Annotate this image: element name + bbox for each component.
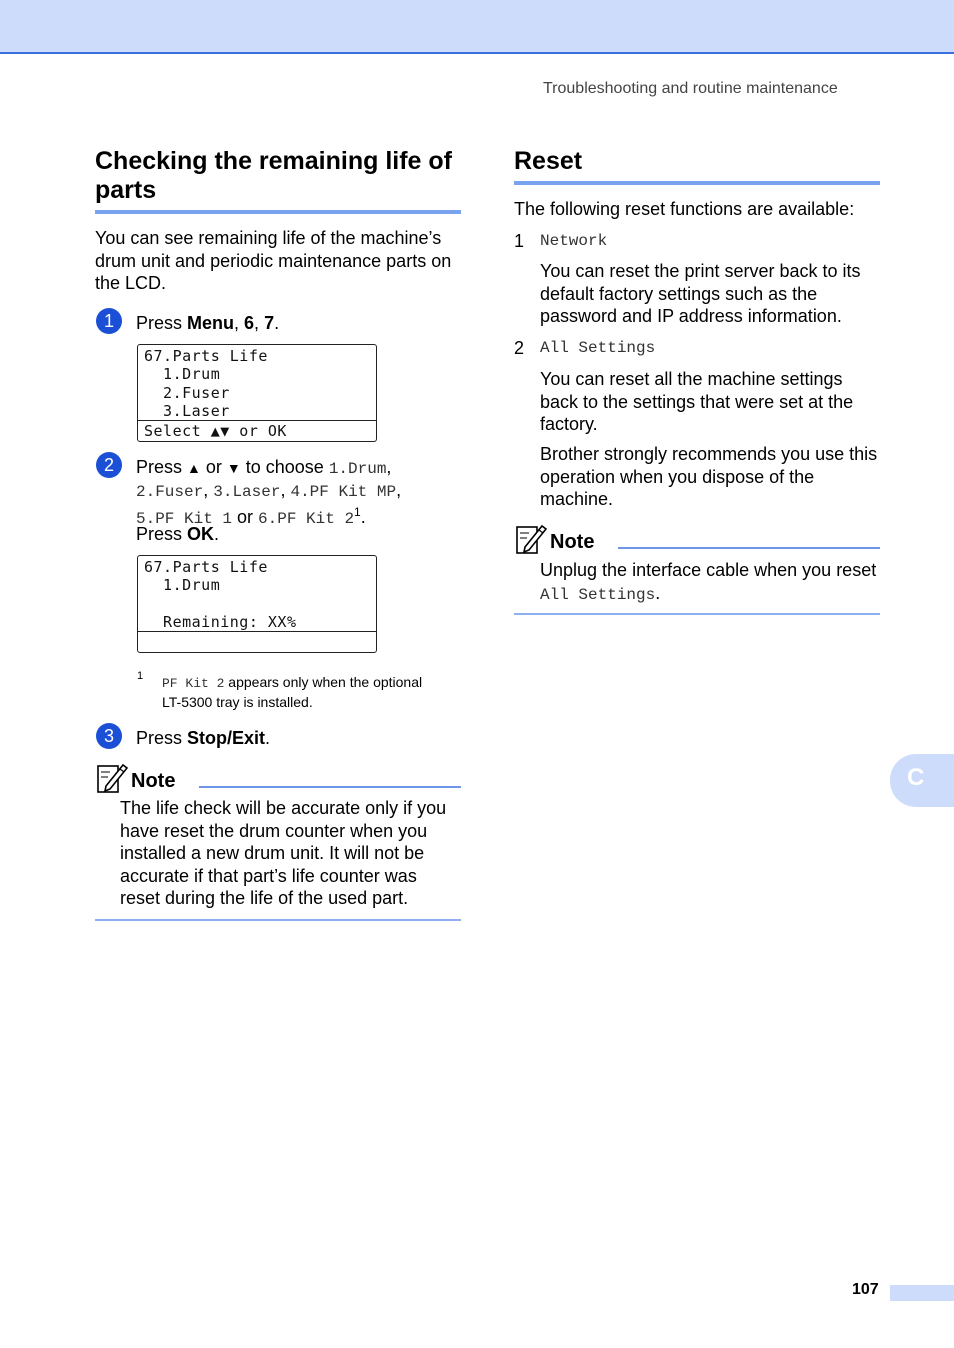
item-line: factory. — [540, 414, 598, 434]
option-pf-kit-mp: 4.PF Kit MP — [290, 483, 397, 501]
punct: . — [360, 507, 366, 527]
note-title: Note — [550, 531, 595, 553]
running-head: Troubleshooting and routine maintenance — [543, 80, 838, 97]
reset-intro: The following reset functions are available: — [514, 199, 855, 219]
note-bottom-rule — [95, 919, 461, 921]
down-arrow-icon: ▼ — [226, 460, 241, 476]
ok-key: OK — [187, 524, 215, 544]
footnote-number: 1 — [137, 670, 144, 682]
lcd-separator — [138, 631, 376, 632]
top-band — [0, 0, 954, 54]
item-line: default factory settings such as the — [540, 283, 818, 304]
lcd-line: Select ▲▼ or OK — [144, 422, 287, 440]
step-2-badge: 2 — [96, 452, 122, 478]
item-1-code: Network — [540, 232, 608, 250]
section-heading-reset: Reset — [514, 147, 583, 175]
note-body — [540, 559, 876, 606]
item-2-recommendation — [540, 443, 877, 511]
lcd-line: 1.Drum — [144, 365, 221, 383]
intro-line: You can see remaining life of the machine’s — [95, 228, 442, 248]
menu-key: Menu — [187, 313, 235, 333]
step-text: Press — [136, 313, 188, 333]
item-line: password and IP address information. — [540, 306, 842, 326]
lcd-line: 2.Fuser — [144, 384, 230, 402]
note-line: have reset the drum counter when you — [120, 820, 428, 841]
item-line: operation when you dispose of the — [540, 466, 815, 487]
chapter-tab — [890, 754, 954, 807]
step-3-text — [136, 727, 270, 750]
intro-paragraph — [95, 227, 451, 295]
item-line: back to the settings that were set at the — [540, 391, 854, 412]
step-1-text — [136, 312, 279, 335]
note-body — [120, 797, 446, 910]
item-1-description — [540, 260, 861, 328]
step-2-text — [136, 456, 466, 545]
lcd-line: 1.Drum — [144, 576, 221, 594]
heading-rule — [95, 210, 461, 214]
note-rule — [199, 786, 461, 788]
item-1-number: 1 — [514, 231, 525, 251]
intro-line: drum unit and periodic maintenance parts on — [95, 250, 452, 271]
key-7: 7 — [264, 313, 275, 333]
note-line: Unplug the interface cable when you reset — [540, 560, 877, 580]
item-2-number: 2 — [514, 338, 525, 358]
note-line: The life check will be accurate only if you — [120, 798, 447, 818]
option-laser: 3.Laser — [213, 483, 281, 501]
item-line: machine. — [540, 489, 614, 509]
note-bottom-rule — [514, 613, 880, 615]
option-drum: 1.Drum — [328, 460, 387, 478]
heading-line-1: Checking the remaining life of — [95, 147, 452, 175]
item-line: Brother strongly recommends you use this — [540, 444, 878, 464]
punct: , — [254, 313, 265, 333]
punct: , — [234, 313, 245, 333]
page-number-bar — [890, 1285, 954, 1301]
pencil-note-icon — [96, 762, 128, 794]
lcd-line: 3.Laser — [144, 402, 230, 420]
step-text: or — [200, 457, 227, 477]
intro-line: the LCD. — [95, 273, 167, 293]
footnote-text: appears only when the optional — [224, 674, 423, 690]
footnote-ref: 1 — [354, 505, 361, 519]
step-text: Press — [136, 524, 188, 544]
lcd-display-menu — [137, 344, 377, 442]
punct: , — [280, 480, 291, 500]
footnote — [162, 673, 422, 711]
lcd-separator — [138, 420, 376, 421]
note-title: Note — [131, 770, 176, 792]
step-text: or — [232, 507, 259, 527]
option-fuser: 2.Fuser — [136, 483, 204, 501]
footnote-code: PF Kit 2 — [162, 676, 225, 691]
item-line: You can reset all the machine settings — [540, 369, 843, 389]
chapter-tab-label: C — [907, 764, 925, 791]
option-pf-kit-1: 5.PF Kit 1 — [136, 510, 233, 528]
note-line: reset during the life of the used part. — [120, 888, 409, 908]
note-code: All Settings — [540, 585, 656, 604]
footnote-text: LT-5300 tray is installed. — [162, 694, 313, 710]
punct: . — [214, 524, 220, 544]
heading-line-2: parts — [95, 176, 157, 204]
note-rule — [618, 547, 880, 549]
heading-rule — [514, 181, 880, 185]
step-text: to choose — [240, 457, 329, 477]
lcd-line: 67.Parts Life — [144, 558, 268, 576]
punct: , — [386, 457, 392, 477]
page-number: 107 — [852, 1281, 879, 1298]
note-line: accurate if that part’s life counter was — [120, 865, 417, 886]
punct: . — [274, 313, 280, 333]
punct: , — [203, 480, 214, 500]
note-line: installed a new drum unit. It will not be — [120, 843, 425, 863]
step-text: Press — [136, 728, 188, 748]
item-2-code: All Settings — [540, 339, 656, 357]
pencil-note-icon — [515, 523, 547, 555]
item-2-description — [540, 368, 853, 436]
lcd-line: 67.Parts Life — [144, 347, 268, 365]
lcd-line: Remaining: XX% — [144, 613, 297, 631]
step-1-badge: 1 — [96, 308, 122, 334]
option-pf-kit-2: 6.PF Kit 2 — [258, 510, 355, 528]
stop-exit-key: Stop/Exit — [187, 728, 266, 748]
punct: . — [655, 582, 661, 603]
item-line: You can reset the print server back to its — [540, 261, 861, 281]
up-arrow-icon: ▲ — [187, 460, 201, 476]
punct: . — [265, 728, 271, 748]
lcd-display-remaining — [137, 555, 377, 653]
step-3-badge: 3 — [96, 723, 122, 749]
step-text: Press — [136, 457, 188, 477]
section-heading-parts-life — [95, 147, 452, 205]
punct: , — [396, 480, 402, 500]
key-6: 6 — [244, 313, 255, 333]
